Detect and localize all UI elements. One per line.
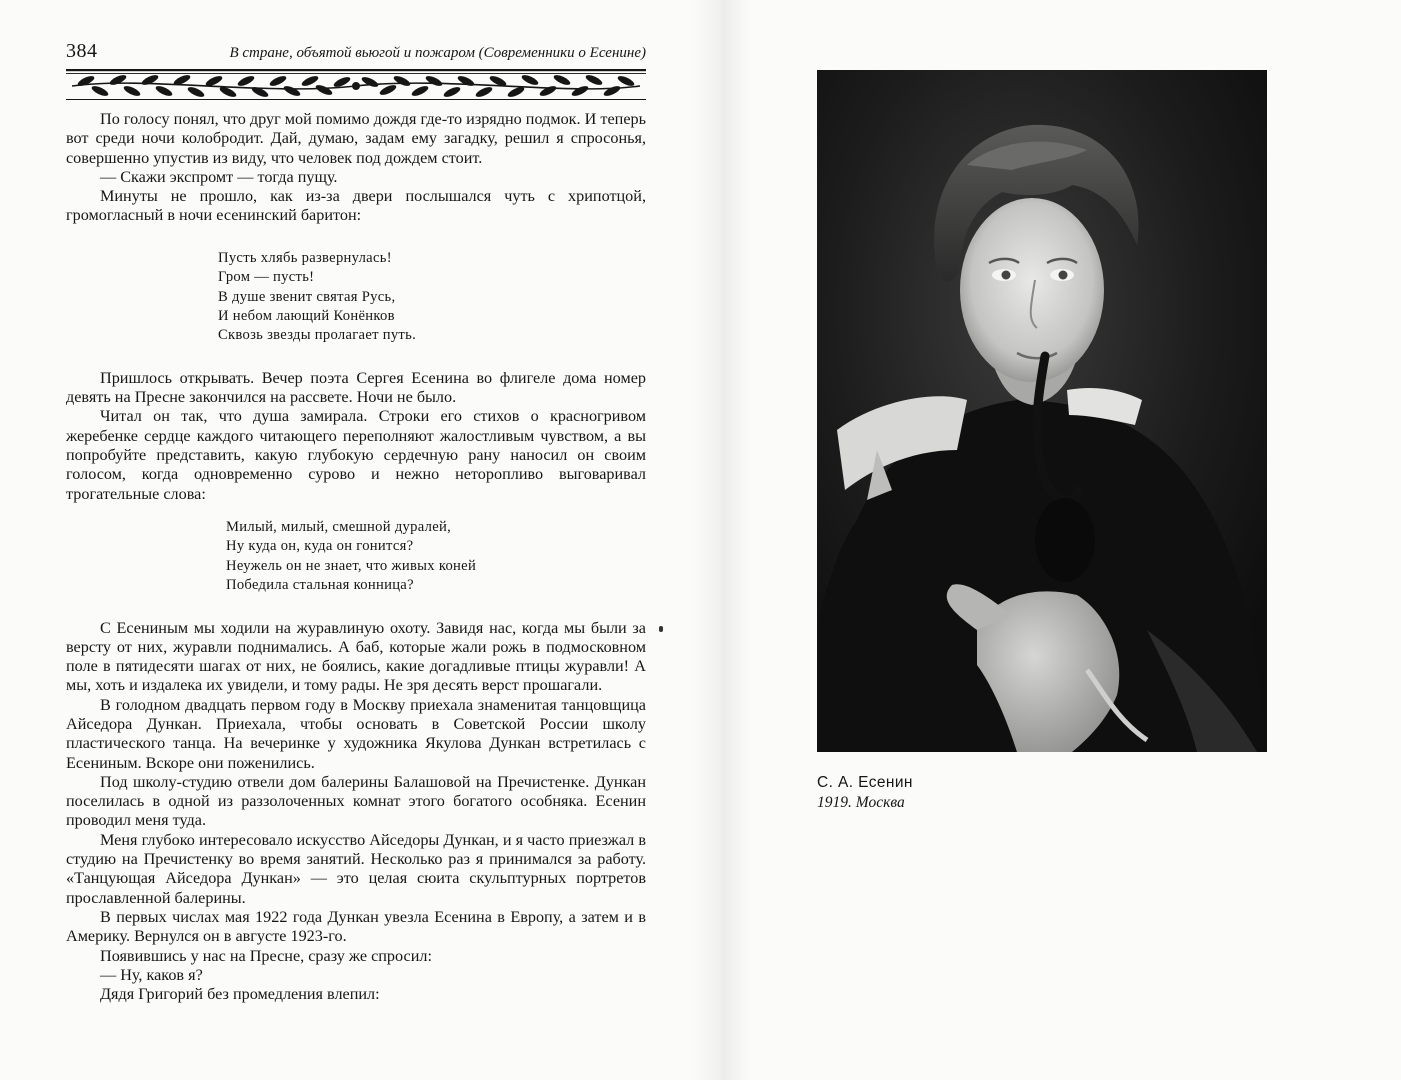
paragraph: Появившись у нас на Пресне, сразу же спросил:	[100, 946, 432, 965]
verse-line: Ну куда он, куда он гонится?	[226, 538, 414, 555]
verse-line: Неужель он не знает, что живых коней	[226, 557, 477, 574]
paragraph: Дядя Григорий без промедления влепил:	[100, 985, 380, 1004]
poem-stanza-1	[218, 249, 646, 346]
poem-stanza-2	[226, 518, 646, 596]
photo-caption	[817, 773, 913, 813]
paragraph: Минуты не прошло, как из-за двери послышался чуть с хрипотцой, громогласный в ночи есенинский баритон:	[66, 187, 646, 225]
paragraph: С Есениным мы ходили на журавлиную охоту. Завидя нас, когда мы были за версту от них, журавли поднимались. А баб, которые жали рожь в подмосковном поле в пятидесяти шагах от них, не боялись, какие догадливые птицы журавли! А мы, хоть и издалека их увидели, и тому рады. Не зря десять верст прошагали.	[66, 618, 646, 695]
verse-line: И небом лающий Конёнков	[218, 308, 395, 324]
portrait-photo	[817, 70, 1267, 752]
paragraph: В первых числах мая 1922 года Дункан увезла Есенина в Европу, а затем и в Америку. Вернулся он в августе 1923-го.	[66, 907, 646, 946]
running-title: В стране, объятой вьюгой и пожаром (Современники о Есенине)	[229, 45, 646, 61]
running-head	[66, 40, 646, 66]
laurel-ornament	[66, 68, 646, 104]
portrait-illustration	[817, 70, 1267, 752]
paragraph: Под школу-студию отвели дом балерины Балашовой на Пречистенке. Дункан поселилась в одной из раззолоченных комнат этого богатого особняка. Есенин проводил меня туда.	[66, 772, 646, 830]
left-page	[66, 40, 646, 1004]
paragraph: Меня глубоко интересовало искусство Айседоры Дункан, и я часто приезжал в студию на Пречистенку во время занятий. Несколько раз я принимался за работу. «Танцующая Айседора Дункан» — это целая сюита скульптурных портретов прославленной балерины.	[66, 830, 646, 907]
page-number: 384	[66, 40, 98, 62]
paragraph: По голосу понял, что друг мой помимо дождя где-то изрядно подмок. И теперь вот среди ночи колобродит. Дай, думаю, задам ему загадку, решил я спросонья, совершенно упустив из виду, что человек под дождем стоит.	[66, 110, 646, 167]
verse-line: Милый, милый, смешной дуралей,	[226, 518, 452, 535]
verse-line: В душе звенит святая Русь,	[218, 288, 396, 305]
verse-line: Победила стальная конница?	[226, 577, 414, 594]
paragraph: — Скажи экспромт — тогда пущу.	[100, 167, 338, 186]
verse-line: Сквозь звезды пролагает путь.	[218, 327, 417, 344]
verse-line: Пусть хлябь развернулась!	[218, 249, 392, 266]
article-body	[66, 110, 646, 1004]
book-gutter-shadow	[690, 0, 750, 1080]
paragraph: Пришлось открывать. Вечер поэта Сергея Есенина во флигеле дома номер девять на Пресне закончился на рассвете. Ночи не было.	[66, 368, 646, 407]
verse-line: Гром — пусть!	[218, 269, 315, 286]
print-speck	[659, 626, 663, 632]
paragraph: В голодном двадцать первом году в Москву приехала знаменитая танцовщица Айседора Дункан. Приехала, чтобы основать в Советской России школу пластического танца. На вечеринке у художника Якулова Дункан встретилась с Есениным. Вскоре они поженились.	[66, 695, 646, 772]
paragraph: Читал он так, что душа замирала. Строки его стихов о красногривом жеребенке сердце каждого читающего переполняют жалостливым чувством, а вы попробуйте представить, какую глубокую сердечную рану наносил он своим голосом, когда одновременно сурово и нежно неторопливо выговаривал трогательные слова:	[66, 407, 646, 503]
caption-name: С. А. Есенин	[817, 774, 913, 791]
caption-date: 1919. Москва	[817, 794, 905, 811]
paragraph: — Ну, каков я?	[100, 965, 203, 984]
